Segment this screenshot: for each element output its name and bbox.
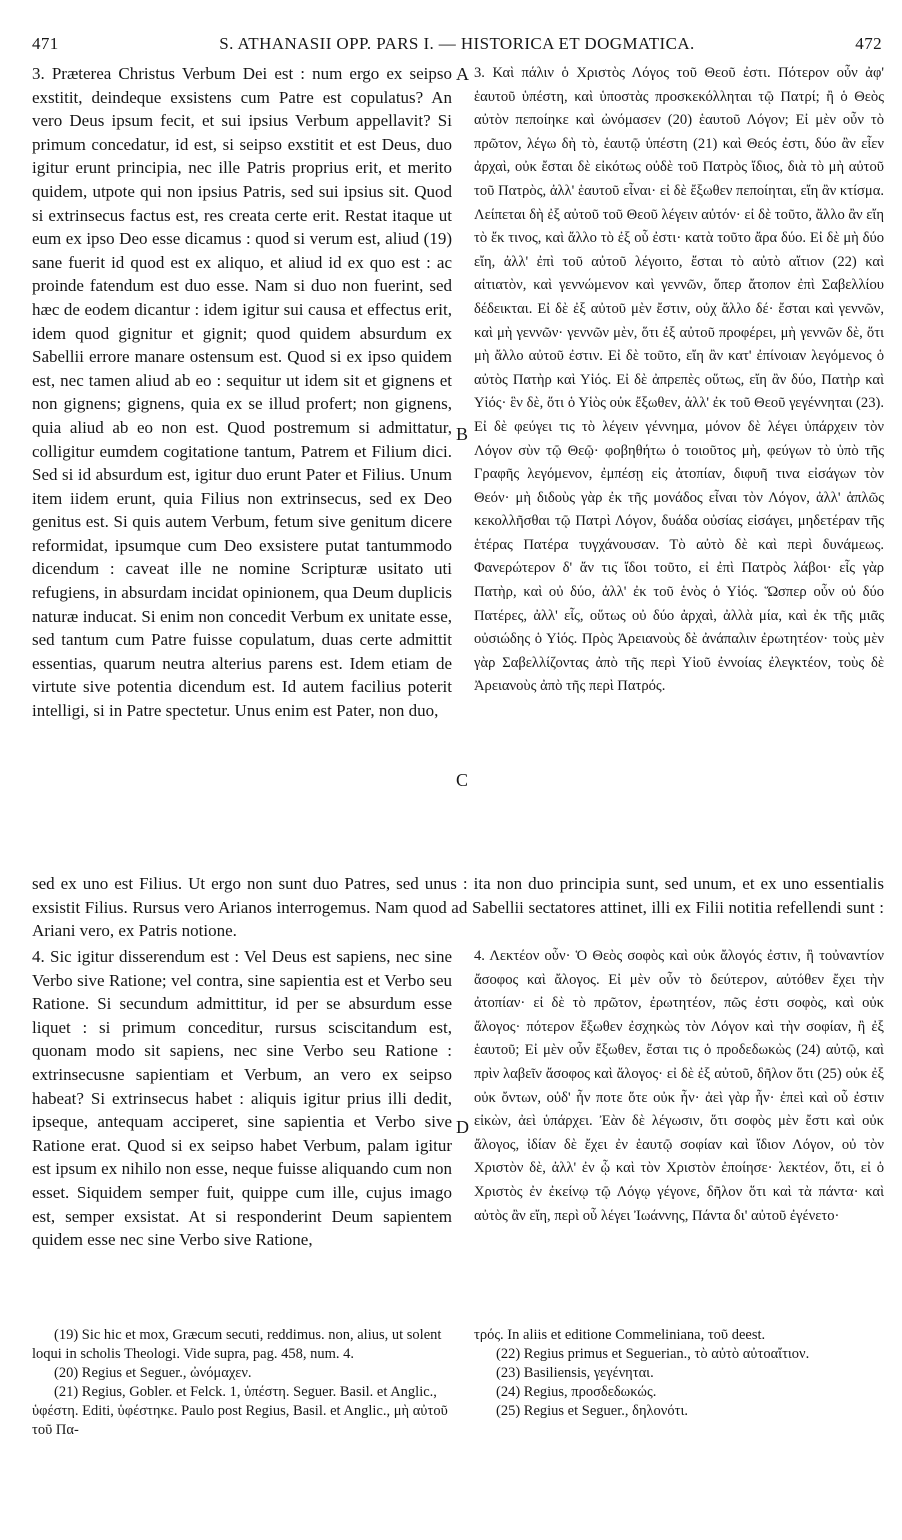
footnote-24: (24) Regius, προσδεδωκώς. (496, 1384, 657, 1400)
footnotes-right (474, 1326, 884, 1421)
page-header (32, 34, 882, 56)
section-marker-d: D (456, 1117, 469, 1137)
footnote-23: (23) Basiliensis, γεγένηται. (496, 1365, 654, 1381)
latin-paragraph-3: 3. Præterea Christus Verbum Dei est : num ergo ex seipso exstitit, deindeque exsistens cum Patre est copulatus? An vero Deus ipsum fecit, et sui ipsius Verbum appellavit? Si primum concedatur, id est, si seipso exstitit et est Deus, duo igitur erunt principia, nec ille Patris proprius erit, et merito quidem, utpote qui non ipsius Patris, sed sui ipsius sit. Quod si extrinsecus factus est, res creata certe erit. Restat itaque ut eum ex ipso Deo esse dicamus : quod si verum est, aliud (19) sane fuerit id quod est ex aliquo, et aliud id ex quo est : ac proinde fatendum est duo esse. Nam si duo non fuerint, sed hæc de eodem dicantur : idem igitur sui causa et effectus erit, idem quod gignitur et gignit; quod quidem absurdum ex Sabellii errore manare ostensum est. Quod si ex ipso quidem est, nec tamen aliud ab eo : sequitur ut idem sit et gignens et non gignens; gignens, quia ex se illud profert; non gignens, quia aliud ab eo non est. Quod postremum si admittatur, colligitur eumdem cogitatione tantum, Patrem et Filium dici. Sed si id absurdum est, igitur duo erunt Pater et Filius. Unum item iidem erunt, quia Filius non extrinsecus, sed ex Deo genitus est. Si quis autem Verbum, fetum sive genitum dicere reformidat, ipsumque cum Deo exsistere putat tantummodo dicendum : caveat ille ne nomine Scripturæ usitato uti refugiens, in absurdam incidat opinionem, qua Deum duplicis naturæ inducat. Si enim non concedit Verbum ex unitate esse, sed tantum cum Patre fuisse copulatum, duas certe admittit essentias, quarum neutra alterius parens est. Idem etiam de virtute sive potentia dicendum est. Id autem facilius poterit intelligi, si in Patre spectetur. Unus enim est Pater, non duo, (32, 64, 452, 721)
latin-paragraph-4: 4. Sic igitur disserendum est : Vel Deus est sapiens, nec sine Verbo sive Ratione; vel contra, sine sapientia est et Verbo seu Ratione. Si secundum admittitur, id per se absurdum esse liquet : si primum conceditur, rursus sciscitandum est, quonam modo sit sapiens, nec sine Verbo seu Ratione : extrinsecusne sapientiam et Verbum, an vero ex seipso habeat? Si extrinsecus habet : aliquis igitur prius illi dedit, ipseque, antequam acciperet, sine sapientia et Verbo sive Ratione erat. Quod si ex seipso habet Verbum, palam igitur est ipsum ex nihilo non esse, neque fuisse aliquando cum non esset. Siquidem semper fuit, quippe cum ille, cujus imago est, semper exsistat. At si responderint Deum sapientem quidem esse nec sine Verbo sive Ratione, (32, 947, 452, 1250)
page-number-left: 471 (32, 34, 59, 53)
footnote-21: (21) Regius, Gobler. et Felck. 1, ὑπέστη. Seguer. Basil. et Anglic., ὑφέστη. Editi, ὑφέστηκε. Paulo post Regius, Basil. et Anglic., μὴ αὐτοῦ τοῦ Πα- (32, 1384, 448, 1438)
greek-column-para-4 (474, 945, 884, 1228)
section-marker-b: B (456, 424, 469, 444)
latin-full-width-line (32, 872, 884, 943)
footnote-20: (20) Regius et Seguer., ὠνόμαχεν. (54, 1365, 252, 1381)
greek-column-para-3 (474, 62, 884, 699)
footnote-21-continued: τρός. In aliis et editione Commeliniana, τοῦ deest. (474, 1327, 766, 1343)
page-number-right: 472 (855, 34, 882, 53)
section-marker-c: C (456, 770, 469, 790)
latin-column-para-4 (32, 945, 452, 1252)
footnotes-left (32, 1326, 452, 1440)
footnote-25: (25) Regius et Seguer., δηλονότι. (496, 1403, 688, 1419)
latin-full-width-text: sed ex uno est Filius. Ut ergo non sunt duo Patres, sed unus : ita non duo principia sunt, sed unum, et ex uno essentialis exsistit Filius. Rursus vero Arianos interrogemus. Nam quod ad Sabellii sectatores attinet, illi ex Filii notitia refellendi sunt : Ariani vero, ex Patris notione. (32, 874, 884, 941)
latin-column-para-3 (32, 62, 452, 723)
footnote-22: (22) Regius primus et Seguerian., τὸ αὐτὸ αὐτοαἴτιον. (496, 1346, 810, 1362)
running-title: S. ATHANASII OPP. PARS I. — HISTORICA ET DOGMATICA. (219, 34, 695, 53)
greek-paragraph-3: 3. Καὶ πάλιν ὁ Χριστὸς Λόγος τοῦ Θεοῦ ἐστι. Πότερον οὖν ἀφ' ἑαυτοῦ ὑπέστη, καὶ ὑποστὰς προσκεκόλληται τῷ Πατρί; ἢ ὁ Θεὸς αὐτὸν πεποίηκε καὶ ὠνόμασεν (20) ἑαυτοῦ Λόγον; Εἰ μὲν οὖν τὸ πρῶτον, λέγω δὴ τὸ, ἑαυτῷ ὑπέστη (21) καὶ Θεός ἐστι, δύο ἂν εἶεν ἀρχαὶ, οὐκ ἔσται δὲ εἰκότως οὐδὲ τοῦ Πατρὸς ἴδιος, διὰ τὸ μὴ αὐτοῦ τοῦ Πατρὸς, ἀλλ' ἑαυτοῦ εἶναι· εἰ δὲ ἔξωθεν πεποίηται, εἴη ἂν κτίσμα. Λείπεται δὴ ἐξ αὐτοῦ τοῦ Θεοῦ λέγειν αὐτόν· εἰ δὲ τοῦτο, ἄλλο ἂν εἴη τὸ ἔκ τινος, καὶ ἄλλο τὸ ἐξ οὗ ἐστι· κατὰ τοῦτο ἄρα δύο. Εἰ δὲ μὴ δύο εἴη, ἀλλ' ἐπὶ τοῦ αὐτοῦ λέγοιτο, ἔσται τὸ αὐτὸ αἴτιον (22) καὶ αἰτιατὸν, καὶ γεννώμενον καὶ γεννῶν, ὅπερ ἄτοπον ἐπὶ Σαβελλίου δέδεικται. Εἰ δὲ ἐξ αὐτοῦ μὲν ἔστιν, οὐχ ἄλλο δέ· ἔσται καὶ γεννῶν, καὶ μὴ γεννῶν· γεννῶν μὲν, ὅτι ἐξ αὐτοῦ προφέρει, μὴ γεννῶν δὲ, ὅτι μὴ ἄλλο αὐτοῦ ἐστιν. Εἰ δὲ τοῦτο, εἴη ἂν κατ' ἐπίνοιαν λεγόμενος ὁ αὐτὸς Πατὴρ καὶ Υἱός. Εἰ δὲ ἀπρεπὲς οὕτως, εἴη ἂν δύο, Πατὴρ καὶ Υἱός· ἓν δὲ, ὅτι ὁ Υἱὸς οὐκ ἔξωθεν, ἀλλ' ἐκ τοῦ Θεοῦ γεγέννηται (23). Εἰ δὲ φεύγει τις τὸ λέγειν γέννημα, μόνον δὲ λέγει ὑπάρχειν τὸν Λόγον σὺν τῷ Θεῷ· φοβηθήτω ὁ τοιοῦτος μὴ, φεύγων τὸ ὑπὸ τῆς Γραφῆς λεγόμενον, ἐμπέσῃ εἰς ἀτοπίαν, διφυῆ τινα εἰσάγων τὸν Θεόν· μὴ διδοὺς γὰρ ἐκ τῆς μονάδος εἶναι τὸν Λόγον, ἀλλ' ἁπλῶς κεκολλῆσθαι τῷ Πατρὶ Λόγον, δυάδα οὐσίας εἰσάγει, μηδετέραν τῆς ἑτέρας Πατέρα τυγχάνουσαν. Τὸ αὐτὸ δὲ καὶ περὶ δυνάμεως. Φανερώτερον δ' ἄν τις ἴδοι τοῦτο, εἰ ἐπὶ Πατρὸς λάβοι· εἷς γὰρ Πατὴρ, καὶ οὐ δύο, ἀλλ' ἐκ τοῦ ἑνὸς ὁ Υἱός. Ὥσπερ οὖν οὐ δύο Πατέρες, ἀλλ' εἷς, οὕτως οὐ δύο ἀρχαὶ, ἀλλὰ μία, καὶ ἐκ τῆς μιᾶς οὐσιώδης ὁ Υἱός. Πρὸς Ἀρειανοὺς δὲ ἀνάπαλιν ἐρωτητέον· τοὺς μὲν γὰρ Σαβελλίζοντας ἀπὸ τῆς περὶ Υἱοῦ ἐννοίας ἐλεγκτέον, τοὺς δὲ Ἀρειανοὺς ἀπὸ τῆς περὶ Πατρός. (474, 65, 884, 695)
footnote-19: (19) Sic hic et mox, Græcum secuti, reddimus. non, alius, ut solent loqui in scholis Theologi. Vide supra, pag. 458, num. 4. (32, 1327, 442, 1362)
section-marker-a: A (456, 64, 469, 84)
greek-paragraph-4: 4. Λεκτέον οὖν· Ὁ Θεὸς σοφὸς καὶ οὐκ ἄλογός ἐστιν, ἢ τοὐναντίον ἄσοφος καὶ ἄλογος. Εἰ μὲν οὖν τὸ δεύτερον, αὐτόθεν ἔχει τὴν ἀτοπίαν· εἰ δὲ τὸ πρῶτον, ἐρωτητέον, πῶς ἐστι σοφὸς, καὶ οὐκ ἄλογος· πότερον ἔξωθεν ἐσχηκὼς τὸν Λόγον καὶ τὴν σοφίαν, ἢ ἐξ ἑαυτοῦ; Εἰ μὲν οὖν ἔξωθεν, ἔσται τις ὁ προδεδωκὼς (24) αὐτῷ, καὶ πρὶν λαβεῖν ἄσοφος καὶ ἄλογος· εἰ δὲ ἐξ αὐτοῦ, δῆλον ὅτι (25) οὐκ ἐξ οὐκ ὄντων, οὐδ' ἦν ποτε ὅτε οὐκ ἦν· ἀεὶ γὰρ ἦν· ἐπεὶ καὶ οὗ ἐστιν εἰκὼν, ἀεὶ ὑπάρχει. Ἐὰν δὲ λέγωσιν, ὅτι σοφὸς μὲν ἔστι καὶ οὐκ ἄλογος, ἰδίαν δὲ ἔχει ἐν ἑαυτῷ σοφίαν καὶ ἴδιον Λόγον, οὐ τὸν Χριστὸν δὲ, ἀλλ' ἐν ᾧ καὶ τὸν Χριστὸν ἐποίησε· λεκτέον, ὅτι, εἰ ὁ Χριστὸς ἐν ἐκείνῳ τῷ Λόγῳ γέγονε, δῆλον ὅτι καὶ τὰ πάντα· καὶ αὐτὸς ἂν εἴη, περὶ οὗ λέγει Ἰωάννης, Πάντα δι' αὐτοῦ ἐγένετο· (474, 948, 884, 1224)
